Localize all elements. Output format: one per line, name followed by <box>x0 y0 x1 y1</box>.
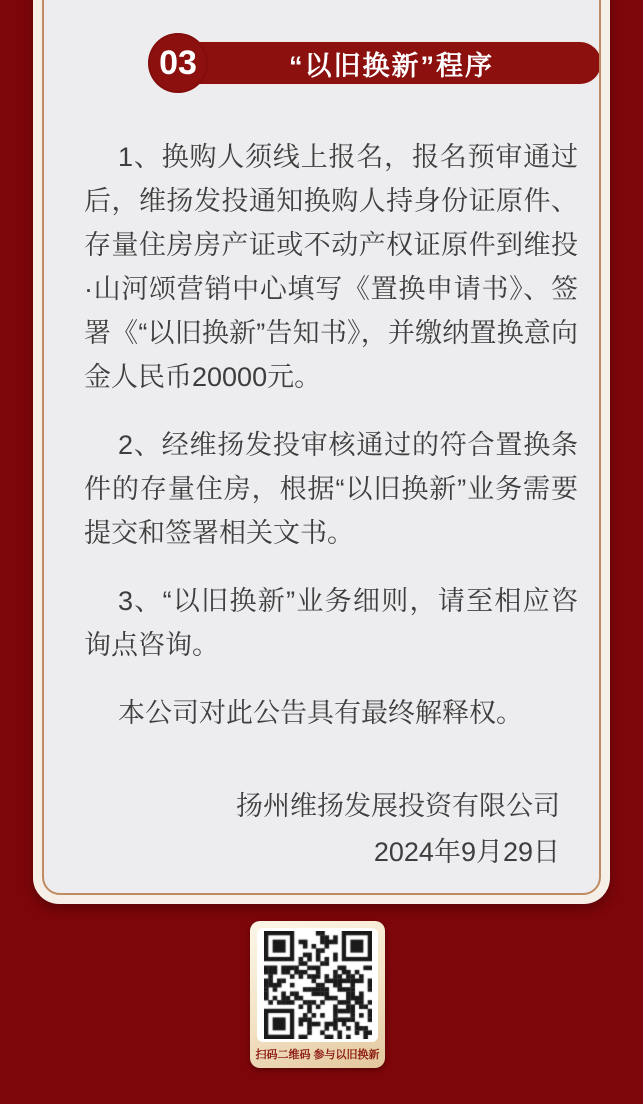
section-number-badge <box>148 33 208 93</box>
qr-code <box>257 928 378 1042</box>
qr-caption: 扫码二维码 参与以旧换新 <box>255 1049 380 1061</box>
closing-note: 本公司对此公告具有最终解释权。 <box>118 698 523 728</box>
section-header <box>148 33 599 93</box>
paragraph-2: 2、经维扬发投审核通过的符合置换条件的存量住房，根据“以旧换新”业务需要提交和签署相关文书。 <box>84 430 578 548</box>
paragraph-3: 3、“以旧换新”业务细则，请至相应咨询点咨询。 <box>84 586 578 660</box>
announcement-card <box>33 0 610 904</box>
section-title: “以旧换新”程序 <box>289 50 494 81</box>
signature-block <box>84 783 560 875</box>
qr-card <box>250 921 385 1068</box>
announcement-body <box>84 135 578 735</box>
paragraph-1: 1、换购人须线上报名，报名预审通过后，维扬发投通知换购人持身份证原件、存量住房房产证或不动产权证原件到维投·山河颂营销中心填写《置换申请书》、签署《“以旧换新”告知书》，并缴纳置换意向金人民币20000元。 <box>84 142 578 392</box>
section-title-pill <box>182 42 601 84</box>
company-name: 扬州维扬发展投资有限公司 <box>236 791 560 821</box>
qr-code-canvas <box>264 931 372 1039</box>
announcement-card-inner <box>42 0 601 895</box>
signature-date: 2024年9月29日 <box>373 837 560 867</box>
section-number: 03 <box>159 43 197 82</box>
